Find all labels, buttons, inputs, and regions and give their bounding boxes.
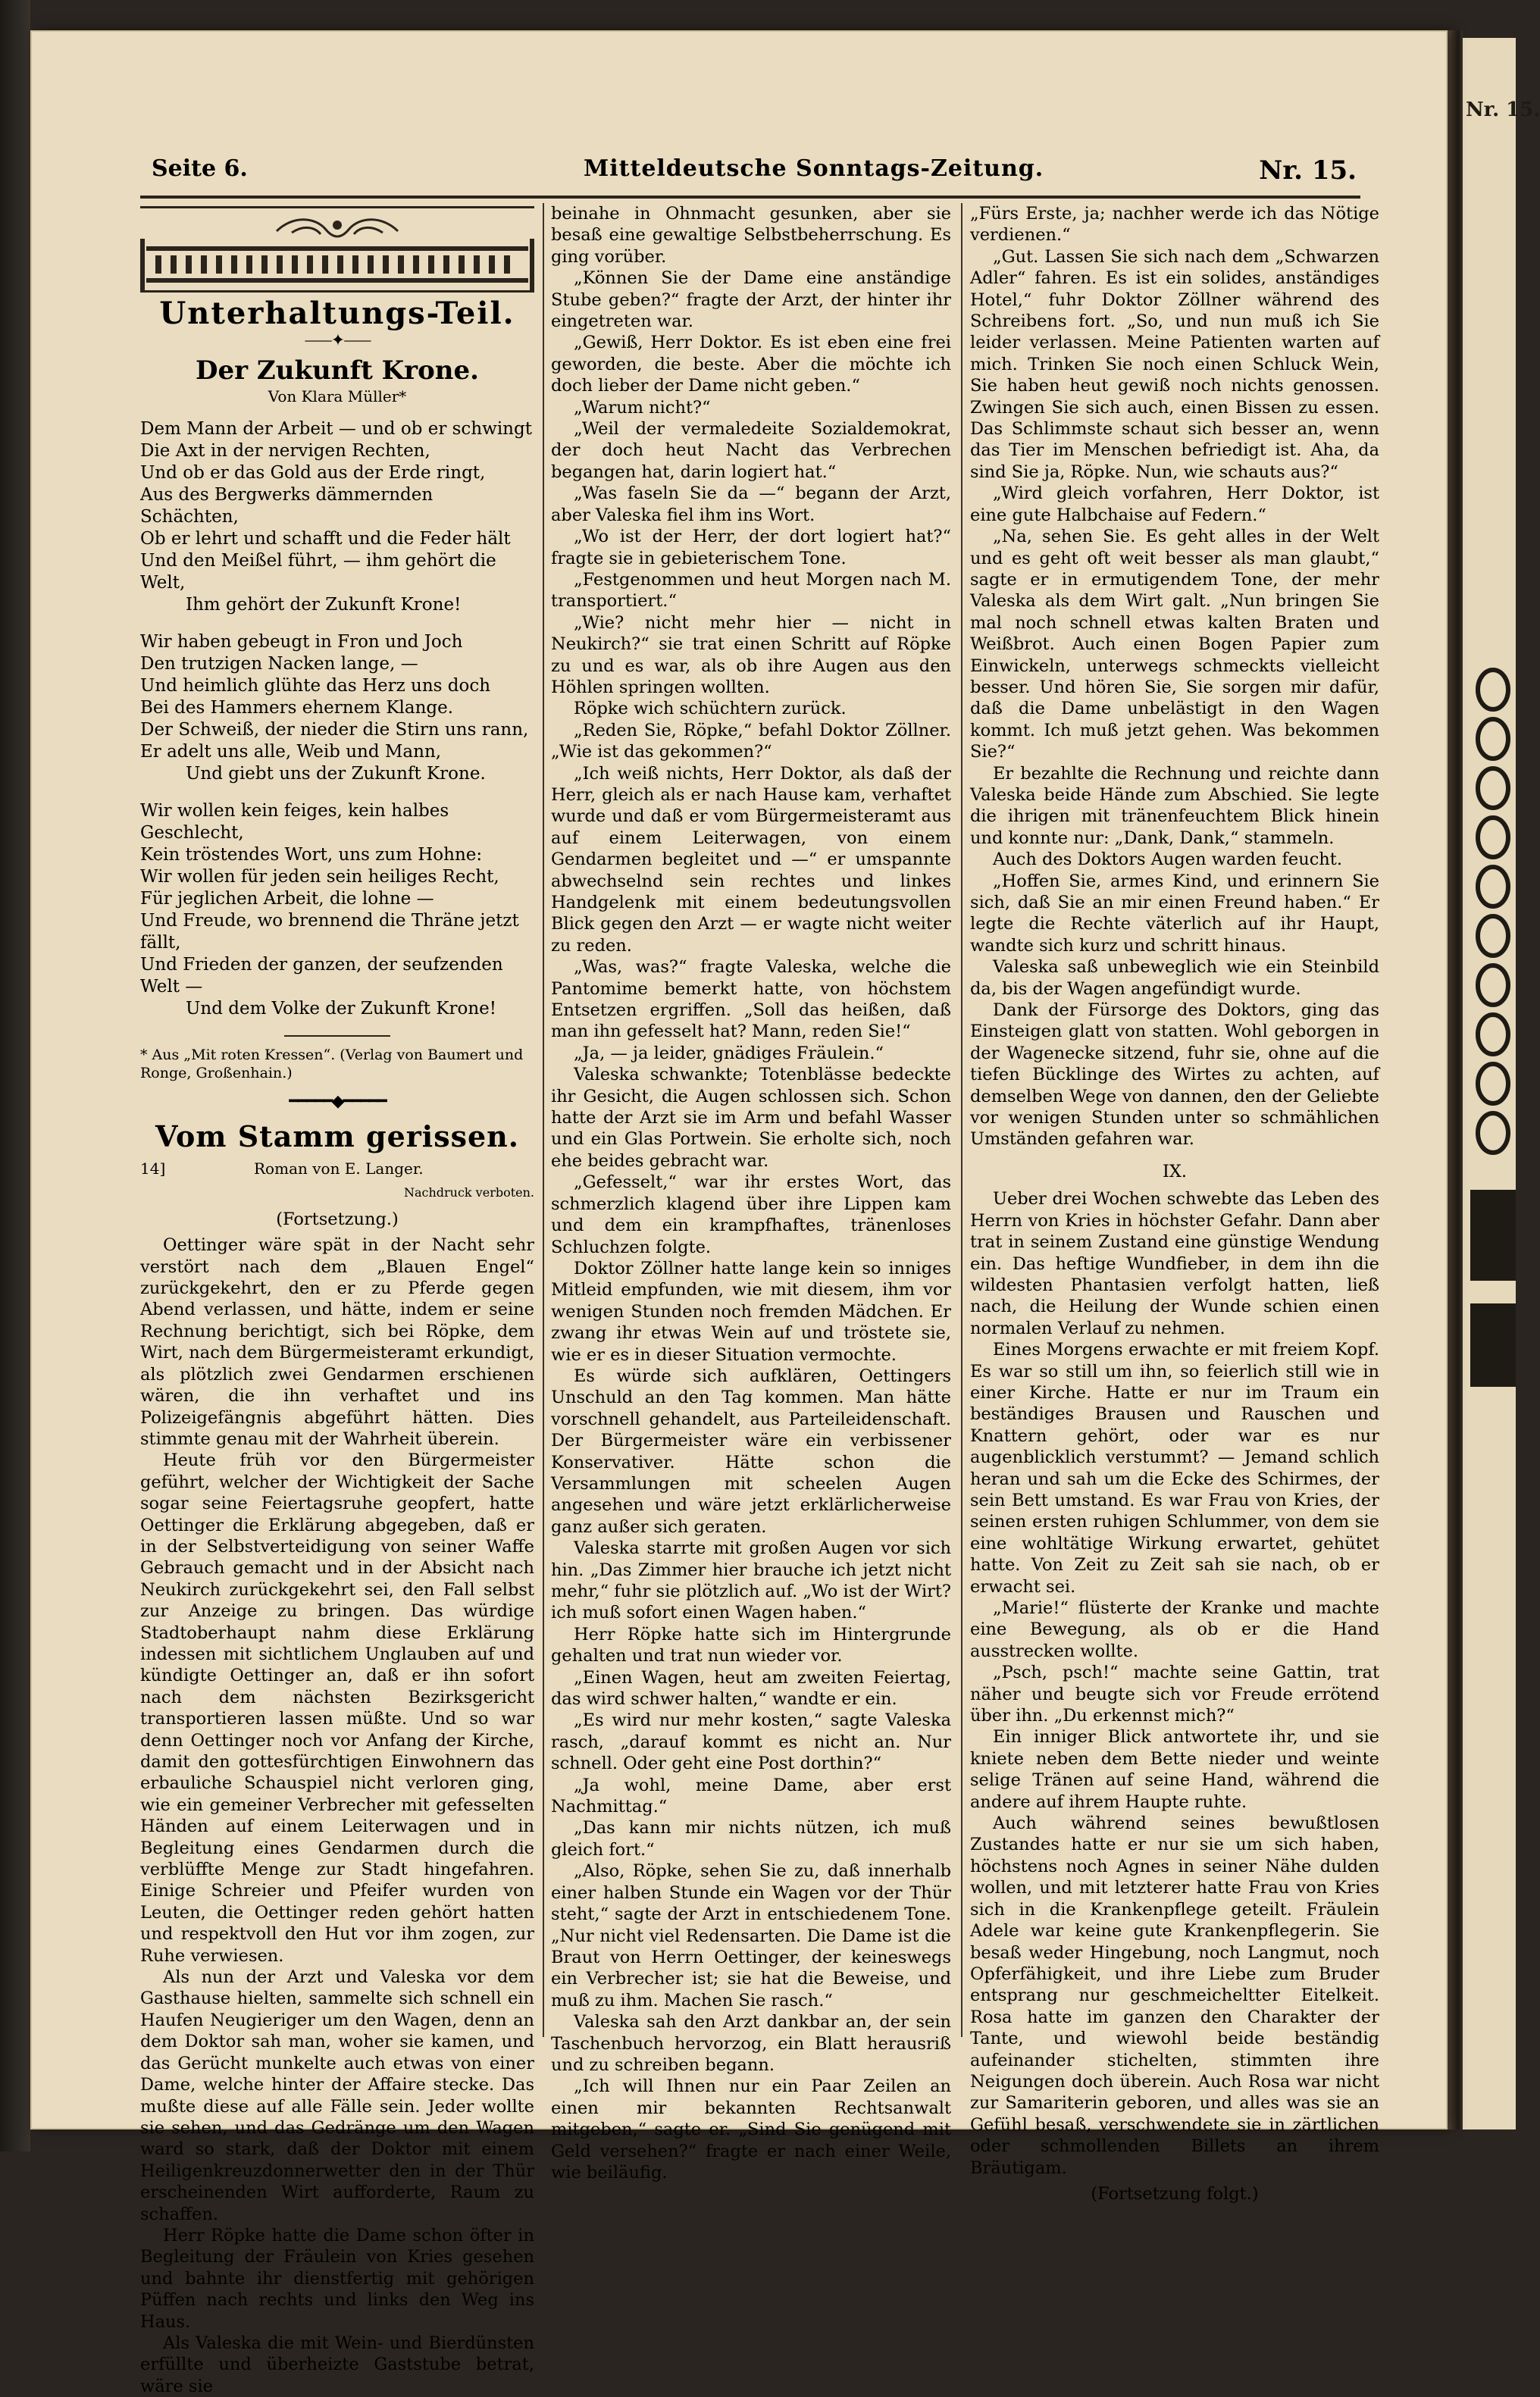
poem-line: Und Freude, wo brennend die Thräne jetzt fällt, — [140, 910, 519, 953]
novel-author: Roman von E. Langer. — [254, 1159, 424, 1178]
section-ornament — [140, 206, 534, 293]
poem-line: Und heimlich glühte das Herz uns doch — [140, 675, 491, 696]
paragraph: Dank der Fürsorge des Doktors, ging das Einsteigen glatt von statten. Wohl geborgen in der Wagenecke sitzend, fuhr sie, ohne auf die tiefen Bücklinge des Wirtes zu achten, auf demselben Wege von dannen, den der Geliebte vor wenigen Stunden unter so schmählichen Umständen gefahren war. — [970, 1000, 1379, 1150]
paragraph: „Es wird nur mehr kosten,“ sagte Valeska rasch, „darauf kommt es nicht an. Nur schnell. Oder geht eine Post dorthin?“ — [551, 1710, 951, 1774]
poem-line: Die Axt in der nervigen Rechten, — [140, 440, 430, 461]
paragraph: Eines Morgens erwachte er mit freiem Kopf. Es war so still um ihn, so feierlich still wie in einer Kirche. Hatte er nur im Traum ein beständiges Brausen und Rauschen und Knattern gehört, oder war es nur augenblicklich verstummt? — Jemand schlich heran und sah um die Ecke des Schirmes, der sein Bett umstand. Es war Frau von Kries, der seinen ersten ruhigen Schlummer, von dem sie eine wohltätige Wirkung erwartet, gehütet hatte. Von Zeit zu Zeit sah sie nach, ob er erwacht sei. — [970, 1340, 1379, 1597]
paragraph: beinahe in Ohnmacht gesunken, aber sie besaß eine gewaltige Selbstbeherrschung. Es ging vorüber. — [551, 204, 951, 267]
paragraph: „Was, was?“ fragte Valeska, welche die Pantomime bemerkt hatte, von höchstem Entsetzen ergriffen. „Soll das heißen, daß man ihn gefesselt hat? Mann, reden Sie!“ — [551, 957, 951, 1042]
paragraph: Es würde sich aufklären, Oettingers Unschuld an den Tag kommen. Man hätte vorschnell gehandelt, aus Parteileidenschaft. Der Bürgermeister wäre ein verbissener Konservativer. Hätte schon die Versammlungen mit scheelen Augen angesehen und wäre jetzt erklärlicherweise ganz außer sich geraten. — [551, 1366, 951, 1537]
poem-line: Kein tröstendes Wort, uns zum Hohne: — [140, 844, 483, 865]
poem-line: Aus des Bergwerks dämmernden Schächten, — [140, 484, 434, 527]
paragraph: „Ja, — ja leider, gnädiges Fräulein.“ — [574, 1043, 884, 1063]
book-gutter — [1448, 30, 1463, 2129]
paragraph: „Marie!“ flüsterte der Kranke und machte eine Bewegung, als ob er die Hand ausstrecken wollte. — [970, 1598, 1379, 1661]
paragraph: Herr Röpke hatte sich im Hintergrunde gehalten und trat nun wieder vor. — [551, 1624, 951, 1666]
paragraph: „Ich weiß nichts, Herr Doktor, als daß der Herr, gleich als er nach Hause kam, verhaftet wurde und daß er vom Bürgermeisteramt aus auf einem Leiterwagen, von einem Gendarmen begleitet und —“ er umspannte abwechselnd sein rechtes und linkes Handgelenk mit einem bedeutungsvollen Blick gegen den Arzt — er wagte nicht weiter zu reden. — [551, 763, 951, 956]
issue-number: Nr. 15. — [1259, 155, 1357, 186]
title-divider: ⸺✦⸺ — [304, 331, 371, 351]
poem-line: Und ob er das Gold aus der Erde ringt, — [140, 462, 486, 483]
page-number: Seite 6. — [152, 155, 248, 182]
novel-title: Vom Stamm gerissen. — [155, 1119, 520, 1154]
paragraph: „Können Sie der Dame eine anständige Stube geben?“ fragte der Arzt, der hinter ihr eingetreten war. — [551, 268, 951, 332]
poem-line: Dem Mann der Arbeit — und ob er schwingt — [140, 418, 532, 439]
paragraph: Herr Röpke hatte die Dame schon öfter in Begleitung der Fräulein von Kries gesehen und bahnte ihr dienstfertig mit gehörigen Püffen nach rechts und links den Weg ins Haus. — [140, 2225, 534, 2332]
paragraph: Ein inniger Blick antwortete ihr, und sie kniete neben dem Bette nieder und weinte selige Tränen auf seine Hand, während die andere auf ihrem Haupte ruhte. — [970, 1727, 1379, 1812]
paragraph: „Was faseln Sie da —“ begann der Arzt, aber Valeska fiel ihm ins Wort. — [551, 483, 951, 525]
paragraph: Er bezahlte die Rechnung und reichte dann Valeska beide Hände zum Abschied. Sie legte die ihrigen mit tränenfeuchtem Blick hinein und konnte nur: „Dank, Dank,“ stammeln. — [970, 763, 1379, 848]
poem-line: Und dem Volke der Zukunft Krone! — [186, 998, 497, 1019]
poem-line: Der Schweiß, der nieder die Stirn uns rann, — [140, 719, 529, 740]
column-3 — [970, 203, 1379, 2205]
poem-line: Für jeglichen Arbeit, die lohne — — [140, 888, 434, 909]
poem-line: Er adelt uns alle, Weib und Mann, — [140, 741, 442, 762]
column-rule-2 — [961, 203, 962, 2037]
paragraph: Röpke wich schüchtern zurück. — [574, 699, 847, 719]
poem-line: Wir wollen kein feiges, kein halbes Geschlecht, — [140, 800, 449, 843]
column-1 — [140, 203, 534, 2397]
poem-stanza — [140, 418, 534, 616]
paragraph: „Wird gleich vorfahren, Herr Doktor, ist eine gute Halbchaise auf Federn.“ — [970, 483, 1379, 525]
ornament-scroll-icon — [140, 208, 534, 290]
header-rule — [140, 196, 1360, 199]
poem-footnote: * Aus „Mit roten Kressen“. (Verlag von Baumert und Ronge, Großenhain.) — [140, 1046, 524, 1081]
poem-line: Bei des Hammers ehernem Klange. — [140, 697, 454, 718]
poem-line: Und den Meißel führt, — ihm gehört die Welt, — [140, 550, 496, 593]
section-divider: ━━━━━◆━━━━━ — [289, 1091, 386, 1111]
installment-number: 14] — [140, 1159, 166, 1178]
paragraph: Valeska starrte mit großen Augen vor sich hin. „Das Zimmer hier brauche ich jetzt nicht mehr,“ fuhr sie plötzlich auf. „Wo ist der Wirt? ich muß sofort einen Wagen haben.“ — [551, 1538, 951, 1623]
paragraph: Valeska schwankte; Totenblässe bedeckte ihr Gesicht, die Augen schlossen sich. Schon hatte der Arzt sie im Arm und befahl Wasser und ein Glas Portwein. Sie erholte sich, noch ehe beides gebracht war. — [551, 1065, 951, 1171]
paragraph: „Ja wohl, meine Dame, aber erst Nachmittag.“ — [551, 1775, 951, 1817]
paragraph: Oettinger wäre spät in der Nacht sehr verstört nach dem „Blauen Engel“ zurückgekehrt, den er zu Pferde gegen Abend verlassen, und hätte, indem er seine Rechnung berichtigt, sich bei Röpke, dem Wirt, nach dem Bürgermeisteramt erkundigt, als plötzlich zwei Gendarmen erschienen wären, die ihn verhaftet und ins Polizeigefängnis abgeführt hätten. Dies stimmte genau mit der Wahrheit überein. — [140, 1235, 534, 1449]
paragraph: „Psch, psch!“ machte seine Gattin, trat näher und beugte sich vor Freude errötend über ihn. „Du erkennst mich?“ — [970, 1663, 1379, 1726]
poem-byline: Von Klara Müller* — [268, 387, 407, 406]
adjacent-page-edge — [1463, 38, 1540, 2129]
paragraph: Auch während seines bewußtlosen Zustandes hatte er nur sie um sich haben, höchstens noch Agnes in seiner Nähe dulden wollen, und mit letzterer hatte Frau von Kries sich in die Krankenpflege geteilt. Fräulein Adele war keine gute Krankenpflegerin. Sie besaß weder Hingebung, noch Langmut, noch Opferfähigkeit, und ihre Liebe zum Bruder entsprang nur geschmeicheltter Eitelkeit. Rosa hatte im ganzen den Charakter der Tante, und wiewohl beide beständig aufeinander stichelten, stimmten ihre Neigungen doch überein. Auch Rosa war nicht zur Samariterin geboren, und alles was sie an Gefühl besaß, verschwendete sie in zärtlichen oder schmollenden Billets an ihrem Bräutigam. — [970, 1813, 1379, 2178]
paragraph: „Ich will Ihnen nur ein Paar Zeilen an einen mir bekannten Rechtsanwalt mitgeben,“ sagte er. „Sind Sie genügend mit Geld versehen?“ fragte er nach einer Weile, wie beiläufig. — [551, 2076, 951, 2183]
paragraph: Doktor Zöllner hatte lange kein so inniges Mitleid empfunden, wie mit diesem, ihm vor wenigen Stunden noch fremden Mädchen. Er zwang ihr etwas Wein auf und tröstete sie, wie er es in dieser Situation vermochte. — [551, 1258, 951, 1365]
poem-line: Und Frieden der ganzen, der seufzenden Welt — — [140, 954, 503, 997]
continuation-note: (Fortsetzung.) — [276, 1209, 399, 1229]
adjacent-page-ornament-column — [1463, 659, 1516, 1569]
poem-line: Wir haben gebeugt in Fron und Joch — [140, 631, 463, 652]
paragraph: Als Valeska die mit Wein- und Bierdünsten erfüllte und überheizte Gaststube betrat, wäre sie — [140, 2333, 534, 2396]
page-header — [152, 155, 1357, 186]
paragraph: Als nun der Arzt und Valeska vor dem Gasthause hielten, sammelte sich schnell ein Haufen Neugieriger um den Wagen, denn an dem Doktor sah man, woher sie kamen, und das Gerücht munkelte auch etwas von einer Dame, welche hinter der Affaire stecke. Das mußte diese auf alle Fälle sein. Jeder wollte sie sehen, und das Gedränge um den Wagen ward so stark, daß der Doktor mit einem Heiligenkreuzdonnerwetter den in der Thür erscheinenden Wirt aufforderte, Raum zu schaffen. — [140, 1967, 534, 2224]
poem-line: Und giebt uns der Zukunft Krone. — [186, 763, 486, 784]
paragraph: „Gewiß, Herr Doktor. Es ist eben eine frei geworden, die beste. Aber die möchte ich doch lieber der Dame nicht geben.“ — [551, 333, 951, 396]
column-2 — [551, 203, 951, 2183]
poem-stanza — [140, 800, 534, 1020]
paragraph: Ueber drei Wochen schwebte das Leben des Herrn von Kries in höchster Gefahr. Dann aber trat in seinem Zustand eine günstige Wendung ein. Das heftige Wundfieber, in dem ihn die wildesten Phantasien verfolgt hatten, ließ nach, die Heilung der Wunde schien einen normalen Verlauf zu nehmen. — [970, 1189, 1379, 1338]
poem-stanza — [140, 631, 534, 785]
adjacent-page-issue: Nr. 15. — [1466, 99, 1540, 121]
paragraph: „Einen Wagen, heut am zweiten Feiertag, das wird schwer halten,“ wandte er ein. — [551, 1667, 951, 1710]
footnote-rule — [284, 1035, 390, 1037]
poem-line: Ob er lehrt und schafft und die Feder hält — [140, 528, 511, 549]
paragraph: „Das kann mir nichts nützen, ich muß gleich fort.“ — [551, 1818, 951, 1860]
poem-line: Den trutzigen Nacken lange, — — [140, 653, 418, 674]
to-be-continued: (Fortsetzung folgt.) — [1091, 2183, 1259, 2204]
chapter-heading: IX. — [1162, 1161, 1188, 1181]
paragraph: „Also, Röpke, sehen Sie zu, daß innerhalb einer halben Stunde ein Wagen vor der Thür steht,“ sagte der Arzt in entschiedenem Tone. „Nur nicht viel Redensarten. Die Dame ist die Braut von Herrn Oettinger, der keineswegs ein Verbrecher ist; sie hat die Beweise, und muß zu ihm. Machen Sie rasch.“ — [551, 1861, 951, 2011]
poem-line: Wir wollen für jeden sein heiliges Recht, — [140, 866, 499, 887]
paragraph: Heute früh vor den Bürgermeister geführt, welcher der Wichtigkeit der Sache sogar seine Feiertagsruhe geopfert, hatte Oettinger die Erklärung abgegeben, daß er in der Selbstverteidigung von seiner Waffe Gebrauch gemacht und in der Absicht nach Neukirch zurückgekehrt sei, den Fall selbst zur Anzeige zu bringen. Das würdige Stadtoberhaupt nahm diese Erklärung indessen mit sichtlichem Unglauben auf und kündigte Oettinger an, daß er ihn sofort nach dem nächsten Bezirksgericht transportieren lassen müßte. Und so war denn Oettinger noch vor Anfang der Kirche, damit den gottesfürchtigen Einwohnern das erbauliche Schauspiel nicht verloren ging, wie ein gemeiner Verbrecher mit gefesselten Händen auf einem Leiterwagen und in Begleitung eines Gendarmen durch die verblüffte Menge zur Stadt hingefahren. Einige Schreier und Pfeifer wurden von Leuten, die Oettinger reden gehört hatten und respektvoll den Hut vor ihm zogen, zur Ruhe verwiesen. — [140, 1450, 534, 1966]
paragraph: „Weil der vermaledeite Sozialdemokrat, der doch heut Nacht das Verbrechen begangen hat, darin logiert hat.“ — [551, 419, 951, 482]
paragraph: Valeska sah den Arzt dankbar an, der sein Taschenbuch hervorzog, ein Blatt herausriß und zu schreiben begann. — [551, 2012, 951, 2075]
column-rule-1 — [543, 203, 544, 2037]
paragraph: „Wo ist der Herr, der dort logiert hat?“ fragte sie in gebieterischem Tone. — [551, 527, 951, 568]
paragraph: „Wie? nicht mehr hier — nicht in Neukirch?“ sie trat einen Schritt auf Röpke zu und es war, als ob ihre Augen aus den Höhlen springen wollten. — [551, 612, 951, 697]
poem-line: Ihm gehört der Zukunft Krone! — [186, 594, 462, 615]
paragraph: „Warum nicht?“ — [574, 397, 711, 418]
masthead: Mitteldeutsche Sonntags-Zeitung. — [584, 155, 1044, 182]
paragraph: „Reden Sie, Röpke,“ befahl Doktor Zöllner. „Wie ist das gekommen?“ — [551, 720, 951, 762]
book-binding-edge — [0, 0, 30, 2151]
paragraph: Valeska saß unbeweglich wie ein Steinbild da, bis der Wagen angefündigt wurde. — [970, 957, 1379, 999]
paragraph: „Fürs Erste, ja; nachher werde ich das Nötige verdienen.“ — [970, 204, 1379, 246]
paragraph: „Hoffen Sie, armes Kind, und erinnern Sie sich, daß Sie an mir einen Freund haben.“ Er legte die Rechte väterlich auf ihr Haupt, wandte sich kurz und schritt hinaus. — [970, 871, 1379, 956]
section-title: Unterhaltungs-Teil. — [159, 296, 515, 331]
paragraph: „Gut. Lassen Sie sich nach dem „Schwarzen Adler“ fahren. Es ist ein solides, anständiges Hotel,“ fuhr Doktor Zöllner während des Schreibens fort. „So, und nun muß ich Sie leider verlassen. Meine Patienten warten auf mich. Trinken Sie noch einen Schluck Wein, Sie haben heut gewiß noch nichts genossen. Zwingen Sie sich auch, einen Bissen zu essen. Das Schlimmste schaut sich besser an, wenn das Tier im Menschen befriedigt ist. Aha, da sind Sie ja, Röpke. Nun, wie schauts aus?“ — [970, 246, 1379, 482]
reprint-notice: Nachdruck verboten. — [403, 1185, 534, 1200]
paragraph: „Na, sehen Sie. Es geht alles in der Welt und es geht oft weit besser als man glaubt,“ sagte er in ermutigendem Tone, der mehr Valeska als dem Wirt galt. „Nun bringen Sie mal noch schnell etwas kalten Braten und Weißbrot. Auch einen Bogen Papier zum Einwickeln, unterwegs schmeckts vielleicht besser. Und hören Sie, Sie sorgen mir dafür, daß die Dame unbelästigt in den Wagen kommt. Ich muß jetzt gehen. Was bekommen Sie?“ — [970, 527, 1379, 762]
paragraph: „Festgenommen und heut Morgen nach M. transportiert.“ — [551, 569, 951, 612]
paragraph: Auch des Doktors Augen warden feucht. — [993, 850, 1342, 870]
poem-title: Der Zukunft Krone. — [196, 355, 479, 386]
paragraph: „Gefesselt,“ war ihr erstes Wort, das schmerzlich klagend über ihre Lippen kam und dem ein krampfhaftes, tränenloses Schluchzen folgte. — [551, 1172, 951, 1257]
novel-meta — [140, 1158, 534, 1181]
